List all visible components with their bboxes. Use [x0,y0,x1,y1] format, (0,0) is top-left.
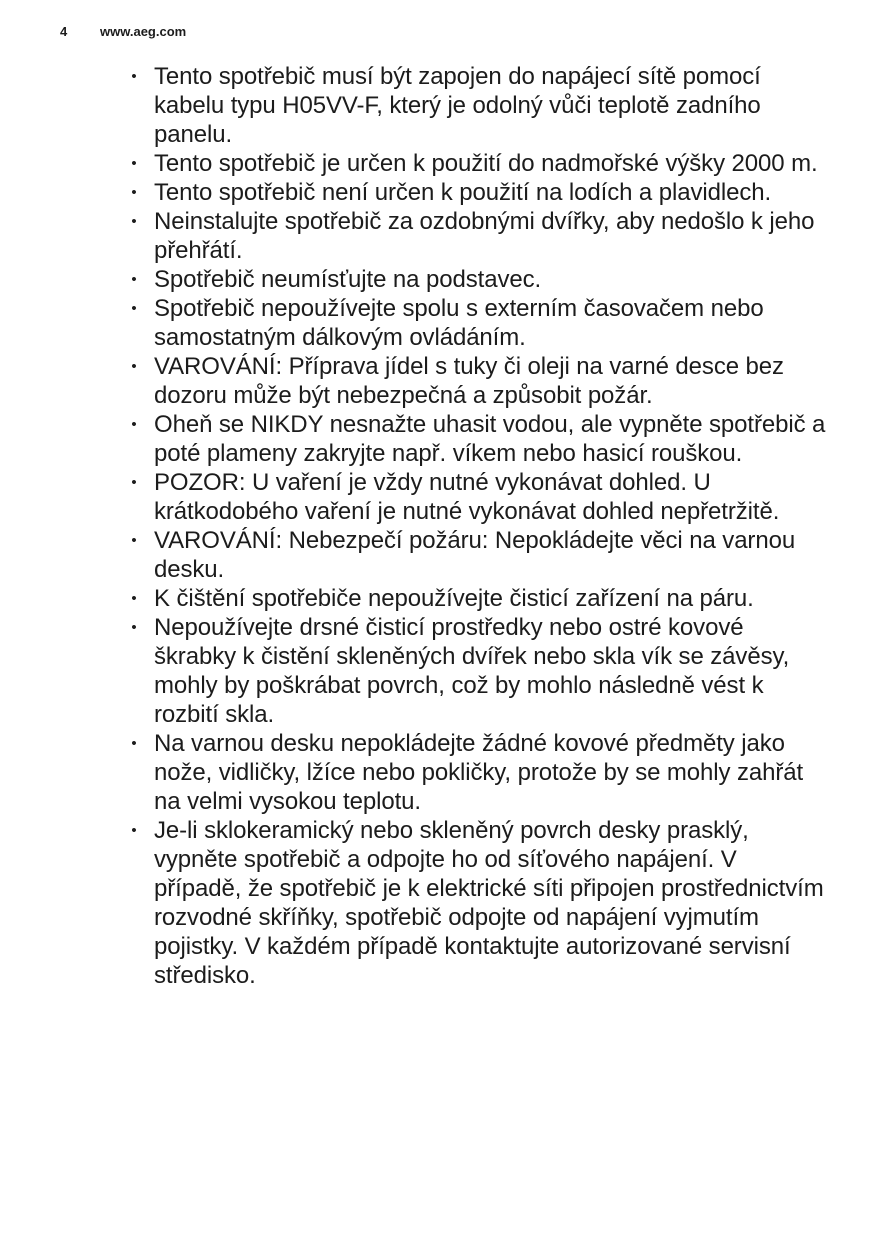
list-item [126,62,826,149]
list-item-text: Oheň se NIKDY nesnažte uhasit vodou, ale vypněte spotřebič a poté plameny zakryjte např. víkem nebo hasicí rouškou. [154,411,826,467]
list-item [126,265,826,294]
list-item [126,584,826,613]
bullet-icon: • [131,619,137,636]
bullet-icon: • [131,184,137,201]
bullet-icon: • [131,358,137,375]
bullet-icon: • [131,213,137,230]
list-item-text: Tento spotřebič není určen k použití na lodích a plavidlech. [154,179,772,206]
bullet-icon: • [131,735,137,752]
list-item-text: Je-li sklokeramický nebo skleněný povrch desky prasklý, vypněte spotřebič a odpojte ho od síťového napájení. V případě, že spotřebič je k elektrické síti připojen prostřednictvím rozvodné skříňky, spotřebič odpojte od napájení vyjmutím pojistky. V každém případě kontaktujte autorizované servisní středisko. [154,817,824,989]
list-item-text: K čištění spotřebiče nepoužívejte čisticí zařízení na páru. [154,585,754,612]
list-item [126,149,826,178]
safety-instructions-list [126,62,826,990]
page-header [60,22,186,40]
bullet-icon: • [131,155,137,172]
bullet-icon: • [131,532,137,549]
list-item-text: Tento spotřebič je určen k použití do nadmořské výšky 2000 m. [154,150,818,177]
bullet-icon: • [131,822,137,839]
list-item [126,729,826,816]
list-item-text: VAROVÁNÍ: Příprava jídel s tuky či oleji na varné desce bez dozoru může být nebezpečná a způsobit požár. [154,353,784,409]
list-item [126,178,826,207]
bullet-icon: • [131,300,137,317]
bullet-icon: • [131,416,137,433]
page-number: 4 [60,23,68,39]
list-item [126,207,826,265]
bullet-icon: • [131,271,137,288]
list-item-text: Nepoužívejte drsné čisticí prostředky nebo ostré kovové škrabky k čistění skleněných dvířek nebo skla vík se závěsy, mohly by poškrábat povrch, což by mohlo následně vést k rozbití skla. [154,614,790,728]
list-item-text: Tento spotřebič musí být zapojen do napájecí sítě pomocí kabelu typu H05VV-F, který je odolný vůči teplotě zadního panelu. [154,63,761,148]
list-item-text: Spotřebič neumísťujte na podstavec. [154,266,542,293]
list-item-text: POZOR: U vaření je vždy nutné vykonávat dohled. U krátkodobého vaření je nutné vykonávat dohled nepřetržitě. [154,469,780,525]
bullet-icon: • [131,590,137,607]
list-item [126,294,826,352]
list-item-text: Spotřebič nepoužívejte spolu s externím časovačem nebo samostatným dálkovým ovládáním. [154,295,764,351]
list-item [126,816,826,990]
list-item [126,410,826,468]
list-item [126,613,826,729]
list-item [126,352,826,410]
website-url: www.aeg.com [100,23,187,39]
list-item-text: Na varnou desku nepokládejte žádné kovové předměty jako nože, vidličky, lžíce nebo pokličky, protože by se mohly zahřát na velmi vysokou teplotu. [154,730,804,815]
list-item [126,526,826,584]
list-item-text: VAROVÁNÍ: Nebezpečí požáru: Nepokládejte věci na varnou desku. [154,527,796,583]
bullet-icon: • [131,68,137,85]
list-item-text: Neinstalujte spotřebič za ozdobnými dvířky, aby nedošlo k jeho přehřátí. [154,208,815,264]
list-item [126,468,826,526]
bullet-icon: • [131,474,137,491]
